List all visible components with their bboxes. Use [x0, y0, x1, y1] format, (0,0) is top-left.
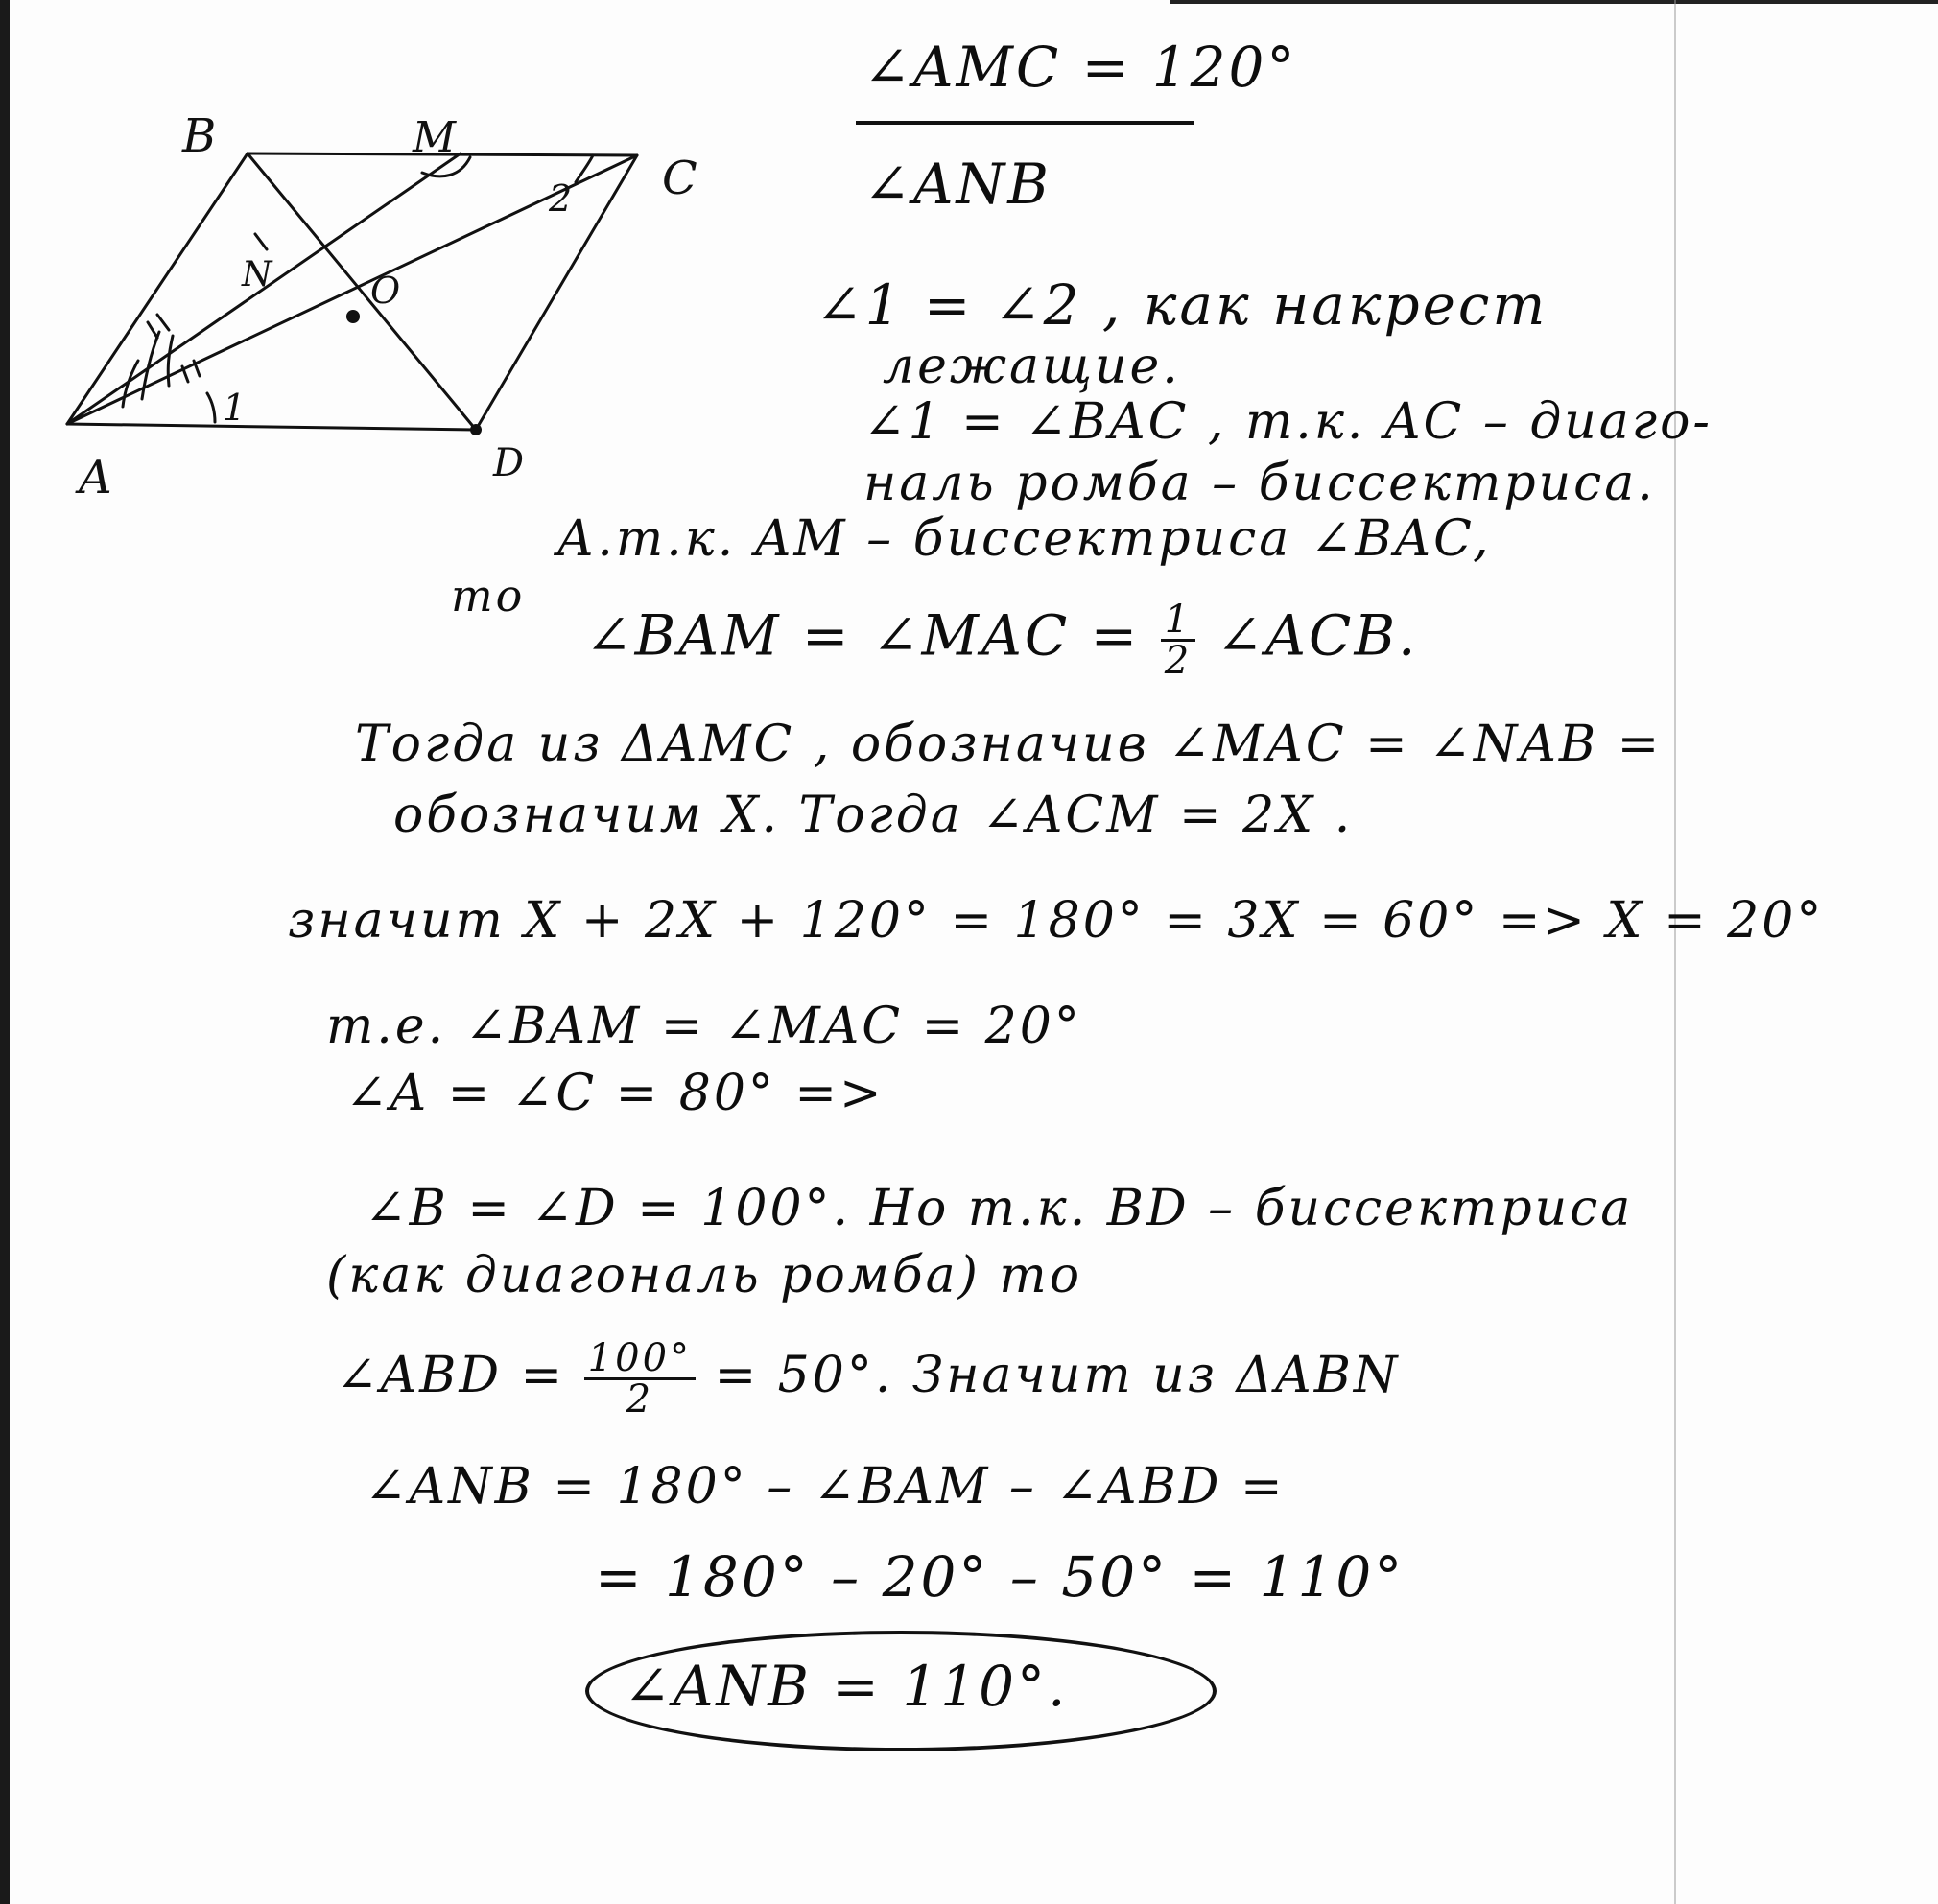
fraction-numerator: 1	[1161, 600, 1195, 642]
solution-line-6-suffix: ∠ACB.	[1216, 602, 1419, 669]
solution-line-11: ∠A = ∠C = 80° =>	[345, 1065, 885, 1122]
side-da	[67, 424, 476, 430]
solution-line-1: ∠1 = ∠2 , как накрест	[815, 272, 1548, 338]
solution-line-2: лежащие.	[883, 338, 1181, 395]
label-o: O	[370, 270, 401, 312]
label-b: B	[182, 115, 217, 163]
angle-mark-ab-1	[148, 322, 157, 338]
solution-line-6-main: ∠BAM = ∠MAC =	[585, 602, 1141, 669]
given-condition: ∠AMC = 120°	[863, 35, 1298, 100]
solution-line-13: (как диагональ ромба) то	[326, 1247, 1083, 1305]
solution-line-9: значит X + 2X + 120° = 180° = 3X = 60° => X = 20°	[288, 892, 1825, 950]
angle-arc-a-inner	[168, 336, 173, 386]
solution-line-14	[336, 1336, 1401, 1422]
answer-text: ∠ANB = 110°.	[624, 1654, 1069, 1719]
label-n: N	[242, 255, 272, 294]
side-ab	[67, 153, 248, 424]
solution-line-15: ∠ANB = 180° – ∠BAM – ∠ABD =	[365, 1458, 1286, 1516]
label-d: D	[493, 441, 525, 485]
margin-rule-line	[1674, 0, 1676, 1904]
scan-top-edge	[1170, 0, 1938, 4]
given-underline	[856, 121, 1194, 125]
solution-line-4: наль ромба – биссектриса.	[863, 455, 1656, 512]
solution-line-16: = 180° – 20° – 50° = 110°	[595, 1544, 1406, 1610]
fraction-one-half	[1161, 598, 1195, 683]
solution-line-8: обозначим X. Тогда ∠ACM = 2X .	[393, 787, 1354, 844]
solution-line-10: т.е. ∠BAM = ∠MAC = 20°	[326, 998, 1082, 1055]
fraction-100-over-2	[584, 1336, 696, 1422]
solution-line-3: ∠1 = ∠BAC , т.к. AC – диаго-	[863, 393, 1713, 451]
scan-left-edge	[0, 0, 10, 1904]
label-c: C	[662, 152, 697, 205]
point-o	[346, 310, 360, 323]
fraction-numerator-100: 100°	[584, 1339, 696, 1380]
point-d	[470, 424, 482, 435]
diagonal-bd	[248, 153, 476, 430]
solution-line-14-suffix: = 50°. Значит из ΔABN	[714, 1347, 1401, 1404]
solution-line-6-prefix: то	[451, 570, 526, 622]
angle-arc-1	[207, 393, 215, 422]
fraction-denominator-2: 2	[626, 1377, 654, 1422]
label-angle-1: 1	[223, 387, 247, 429]
fraction-denominator: 2	[1164, 639, 1193, 683]
solution-line-5: А.т.к. AM – биссектриса ∠BAC,	[556, 510, 1492, 568]
mark-an-tick	[255, 234, 267, 249]
label-m: M	[413, 115, 457, 162]
label-angle-2: 2	[549, 177, 573, 220]
label-a: A	[79, 451, 112, 505]
given-find: ∠ANB	[863, 152, 1052, 217]
rhombus-figure	[38, 115, 748, 518]
solution-line-14-main: ∠ABD =	[336, 1347, 566, 1404]
solution-line-12: ∠B = ∠D = 100°. Но т.к. BD – биссектриса	[365, 1180, 1634, 1237]
solution-line-7: Тогда из ΔAMC , обозначив ∠MAC = ∠NAB =	[355, 716, 1663, 773]
solution-line-6	[585, 598, 1419, 683]
angle-mark-ab-2	[157, 315, 169, 330]
